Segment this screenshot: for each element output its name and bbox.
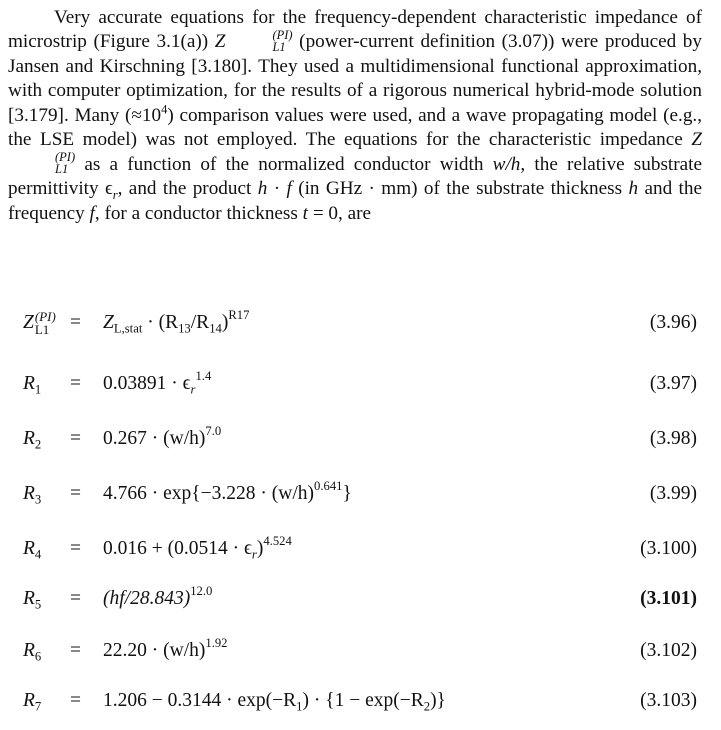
eq-relation: = bbox=[70, 588, 81, 609]
eq-lhs: $R_1$ bbox=[23, 373, 42, 397]
eq-lhs: $R_2$ bbox=[23, 428, 42, 452]
equation-3-97 bbox=[23, 369, 697, 399]
equation-3-103 bbox=[23, 686, 697, 716]
eq-rhs: $Z_{L,stat} \cdot (R_{13}/R_{14})^{R17}$ bbox=[103, 308, 250, 336]
eq-number: (3.99) bbox=[649, 483, 697, 504]
equation-3-98 bbox=[23, 424, 697, 454]
eq-number: (3.103) bbox=[640, 690, 697, 711]
z-pi-l1-symbol-2: Z (PI) L1 bbox=[55, 129, 702, 177]
eq-lhs: $R_5$ bbox=[23, 588, 42, 612]
eq-relation: = bbox=[70, 312, 81, 333]
eq-rhs: $0.03891 \cdot \epsilon_r^{1.4}$ bbox=[103, 369, 212, 397]
eq-rhs: $0.267 \cdot (w/h)^{7.0}$ bbox=[103, 424, 222, 449]
eq-number: (3.100) bbox=[640, 538, 697, 559]
eq-number: (3.97) bbox=[649, 373, 697, 394]
equation-3-100 bbox=[23, 534, 697, 564]
eq-relation: = bbox=[70, 483, 81, 504]
eq-rhs: $22.20 \cdot (w/h)^{1.92}$ bbox=[103, 636, 228, 661]
eq-lhs: Z (PI) L1 bbox=[23, 308, 56, 337]
eq-lhs: $R_6$ bbox=[23, 640, 42, 664]
equation-3-99 bbox=[23, 479, 697, 509]
eq-rhs: $(hf/28.843)^{12.0}$ bbox=[103, 584, 213, 609]
eq-number: (3.96) bbox=[649, 312, 697, 333]
eq-number: (3.101) bbox=[640, 588, 697, 609]
z-pi-l1-symbol: Z (PI) L1 bbox=[214, 28, 293, 54]
eq-rhs: $1.206 - 0.3144 \cdot \exp(-R_1) \cdot \{1 - \exp(-R_2)\}$ bbox=[103, 690, 446, 714]
eq-rhs: $0.016 + (0.0514 \cdot \epsilon_r)^{4.524}$ bbox=[103, 534, 292, 562]
equation-3-102 bbox=[23, 636, 697, 666]
eq-relation: = bbox=[70, 640, 81, 661]
eq-relation: = bbox=[70, 428, 81, 449]
equation-3-101 bbox=[23, 584, 697, 614]
eq-lhs: $R_3$ bbox=[23, 483, 42, 507]
eq-rhs: $4.766 \cdot \exp\{-3.228 \cdot (w/h)^{0.641}\}$ bbox=[103, 479, 352, 504]
eq-lhs: $R_7$ bbox=[23, 690, 42, 714]
equation-3-96 bbox=[23, 308, 697, 338]
eq-relation: = bbox=[70, 538, 81, 559]
eq-number: (3.102) bbox=[640, 640, 697, 661]
eq-lhs: $R_4$ bbox=[23, 538, 42, 562]
intro-paragraph: Very accurate equations for the frequency-dependent characteristic impedance of microstrip (Figure 3.1(a)) Z (PI) L1 (power-current definition (3.07)) were produced by Jansen and Kirschning [3.180]. They used a multidimensional functional approximation, with computer optimization, for the results of a rigorous numerical hybrid-mode solution [3.179]. Many $(\approx 10^4)$ comparison values were used, and a wave propagating model (e.g., the LSE model) was not employed. The equations for the characteristic impedance Z (PI) L1 as a function of the normalized conductor width w/h, the relative substrate permittivity $\epsilon_r$, and the product h · f (in GHz · mm) of the substrate thickness h and the frequency f, for a conductor thickness t = 0, are bbox=[8, 7, 703, 224]
eq-relation: = bbox=[70, 690, 81, 711]
eq-number: (3.98) bbox=[649, 428, 697, 449]
eq-relation: = bbox=[70, 373, 81, 394]
